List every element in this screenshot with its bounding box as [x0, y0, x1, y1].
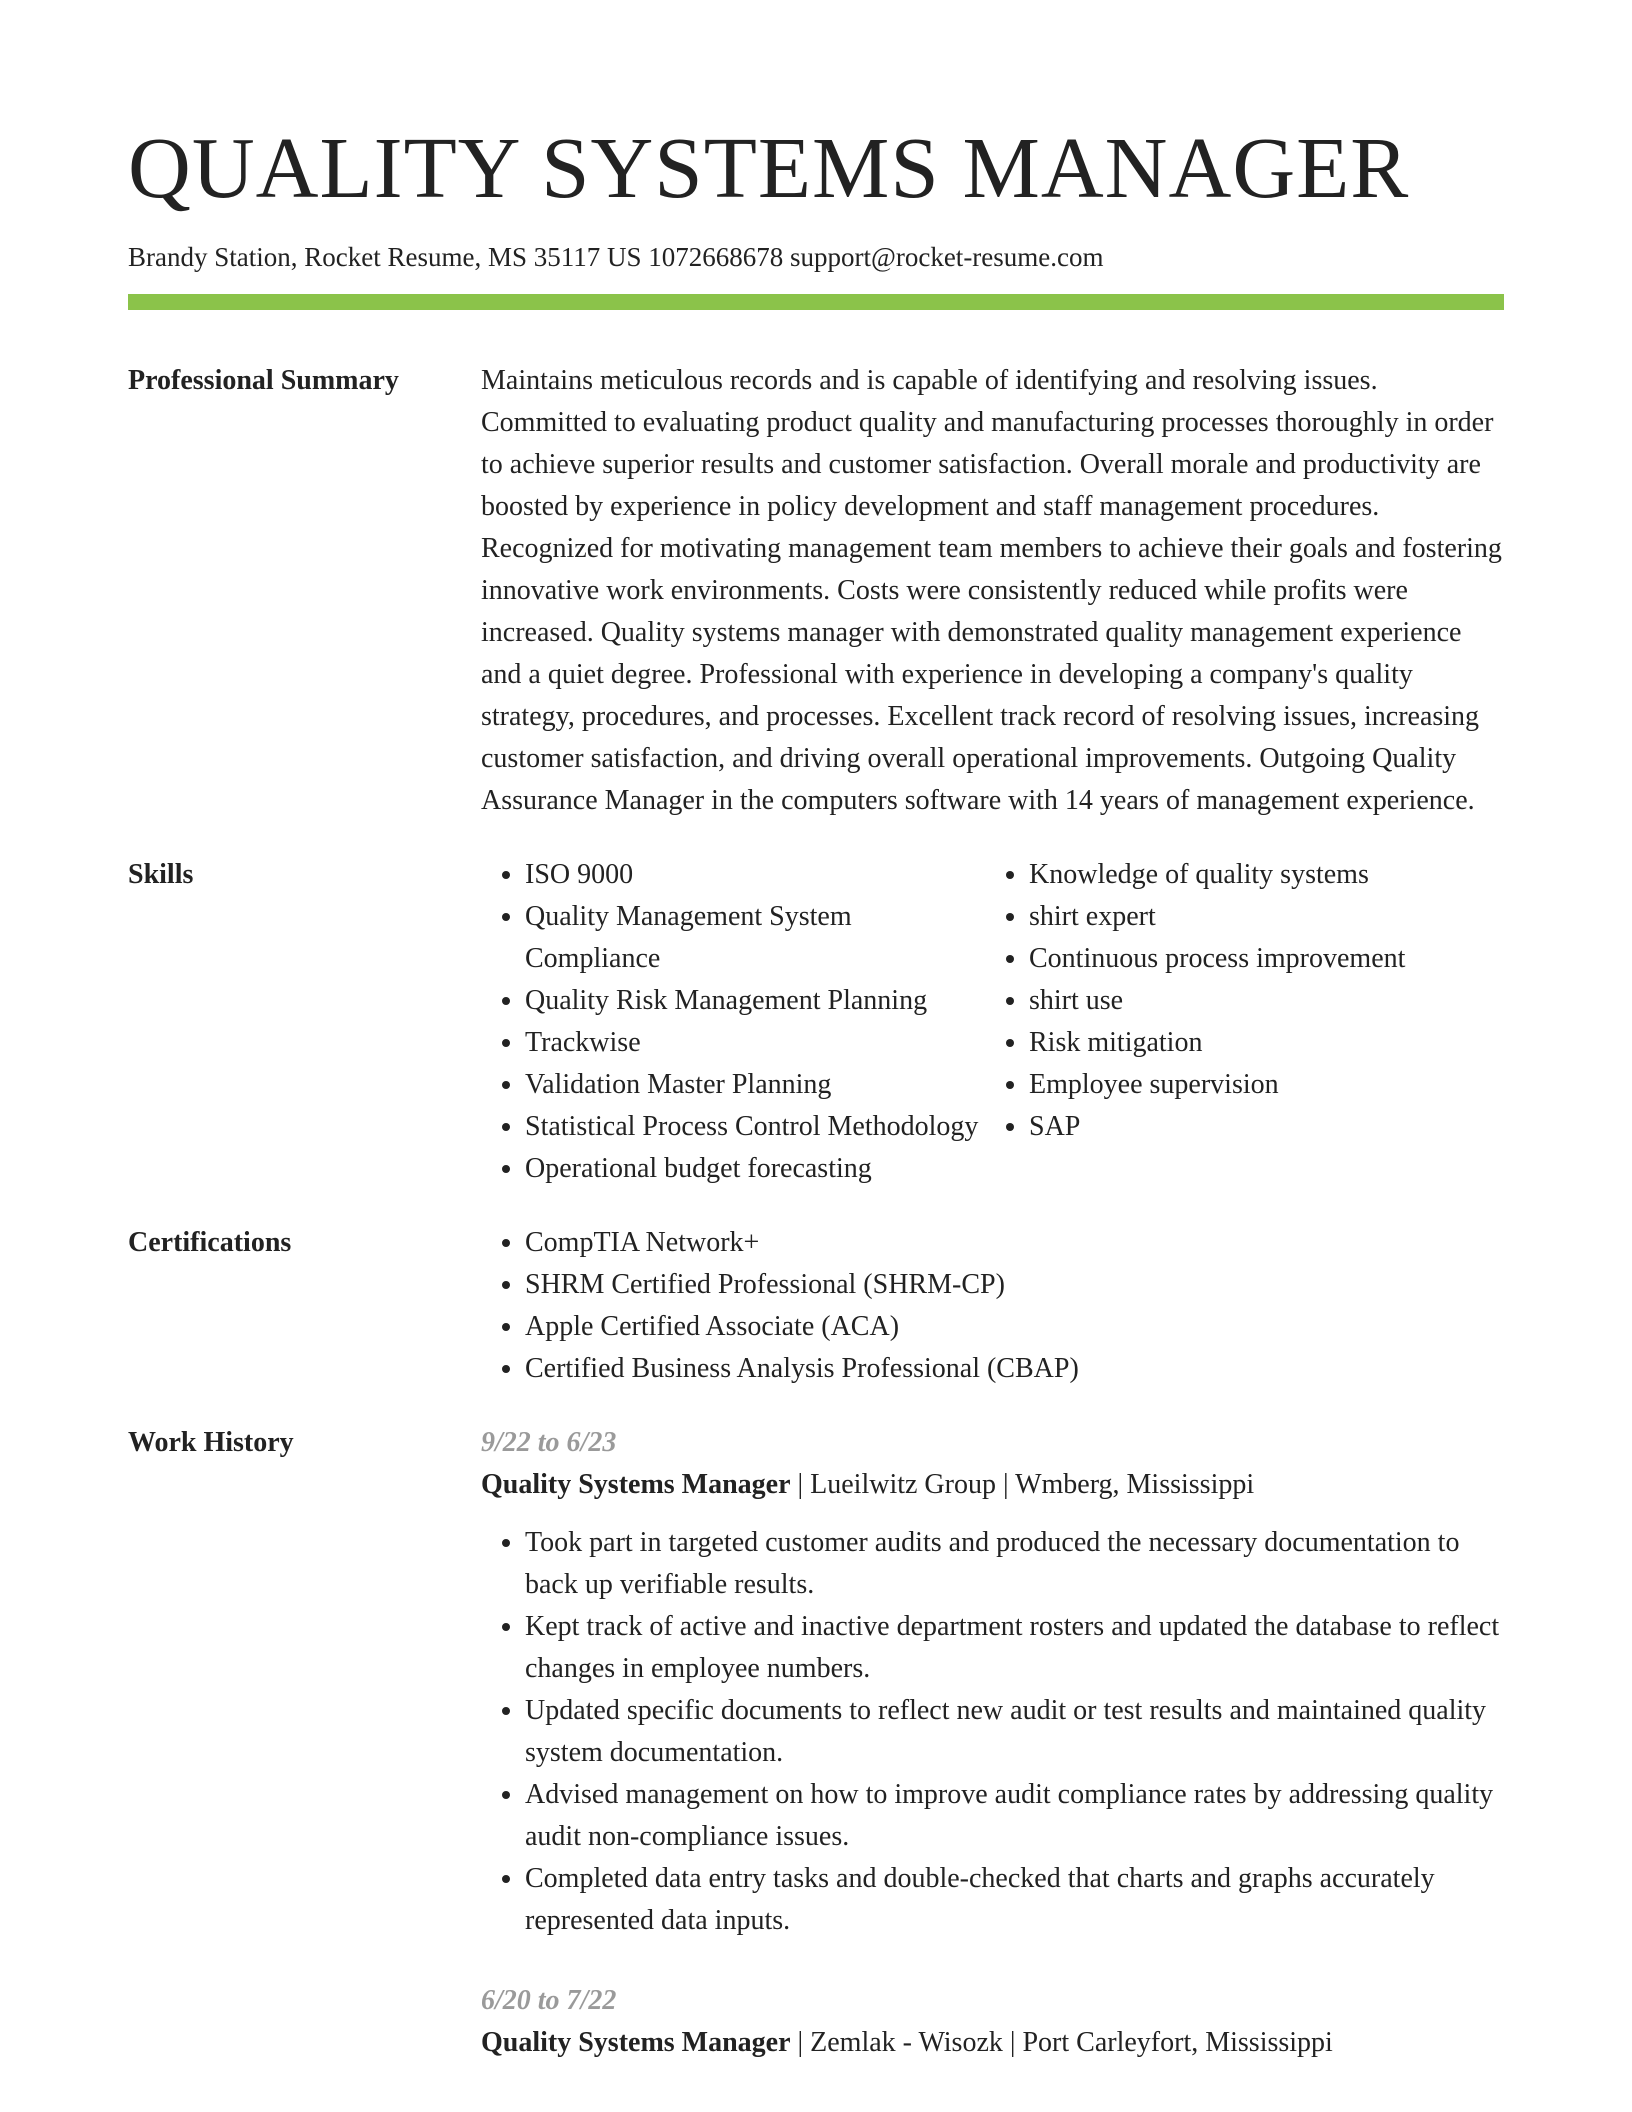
section-body — [481, 1422, 1504, 2064]
job-duty: • Completed data entry tasks and double-checked that charts and graphs accurately represented data inputs. — [525, 1858, 1504, 1942]
skill-item: • Risk mitigation — [1029, 1022, 1504, 1064]
job-dates: 6/20 to 7/22 — [481, 1985, 617, 2016]
section-label: Certifications — [128, 1227, 292, 1258]
section-skills — [128, 854, 1504, 1190]
section-label: Skills — [128, 859, 194, 890]
skill-item: • Quality Management System Compliance — [525, 896, 985, 980]
job-duty: • Advised management on how to improve audit compliance rates by addressing quality audit non-compliance issues. — [525, 1774, 1504, 1858]
skill-item: • Quality Risk Management Planning — [525, 980, 985, 1022]
certification-item: • CompTIA Network+ — [525, 1222, 1504, 1264]
job-heading — [481, 1464, 1504, 1506]
job-duty: • Took part in targeted customer audits and produced the necessary documentation to back up verifiable results. — [525, 1522, 1504, 1606]
section-professional-summary — [128, 360, 1504, 822]
skill-item: • Operational budget forecasting — [525, 1148, 985, 1190]
summary-text: Maintains meticulous records and is capable of identifying and resolving issues. Committed to evaluating product quality and manufacturing processes thoroughly in order to achieve superior results and customer satisfaction. Overall morale and productivity are boosted by experience in policy development and staff management procedures. Recognized for motivating management team members to achieve their goals and fostering innovative work environments. Costs were consistently reduced while profits were increased. Quality systems manager with demonstrated quality management experience and a quiet degree. Professional with experience in developing a company's quality strategy, procedures, and processes. Excellent track record of resolving issues, increasing customer satisfaction, and driving overall operational improvements. Outgoing Quality Assurance Manager in the computers software with 14 years of management experience. — [481, 365, 1502, 816]
skill-item: • ISO 9000 — [525, 854, 985, 896]
skills-columns — [481, 854, 1504, 1190]
job-entry — [481, 1422, 1504, 1942]
skill-item: • Employee supervision — [1029, 1064, 1504, 1106]
job-duties-list — [481, 1522, 1504, 1942]
certification-item: • Apple Certified Associate (ACA) — [525, 1306, 1504, 1348]
skills-list-left — [481, 854, 985, 1190]
section-label: Professional Summary — [128, 365, 399, 396]
job-entry — [481, 1980, 1504, 2064]
section-body — [481, 360, 1504, 822]
page-title: QUALITY SYSTEMS MANAGER — [128, 119, 1410, 216]
contact-info: Brandy Station, Rocket Resume, MS 35117 US 1072668678 support@rocket-resume.com — [128, 242, 1104, 272]
skill-item: • Trackwise — [525, 1022, 985, 1064]
job-heading — [481, 2022, 1504, 2064]
skill-item: • Knowledge of quality systems — [1029, 854, 1504, 896]
skill-item: • Validation Master Planning — [525, 1064, 985, 1106]
skills-list-right — [985, 854, 1504, 1190]
skill-item: • Continuous process improvement — [1029, 938, 1504, 980]
section-body — [481, 1222, 1504, 1390]
certification-item: • SHRM Certified Professional (SHRM-CP) — [525, 1264, 1504, 1306]
job-title: Quality Systems Manager — [481, 1469, 791, 1500]
job-duty: • Updated specific documents to reflect new audit or test results and maintained quality system documentation. — [525, 1690, 1504, 1774]
skill-item: • SAP — [1029, 1106, 1504, 1148]
job-title: Quality Systems Manager — [481, 2027, 791, 2058]
certifications-list — [481, 1222, 1504, 1390]
skill-item: • Statistical Process Control Methodology — [525, 1106, 985, 1148]
job-duty: • Kept track of active and inactive department rosters and updated the database to reflect changes in employee numbers. — [525, 1606, 1504, 1690]
section-certifications — [128, 1222, 1504, 1390]
skill-item: • shirt use — [1029, 980, 1504, 1022]
section-work-history — [128, 1422, 1504, 2064]
section-label: Work History — [128, 1427, 294, 1458]
job-employer-location: | Zemlak - Wisozk | Port Carleyfort, Mississippi — [790, 2027, 1333, 2058]
skill-item: • shirt expert — [1029, 896, 1504, 938]
job-employer-location: | Lueilwitz Group | Wmberg, Mississippi — [790, 1469, 1255, 1500]
accent-divider — [128, 294, 1504, 310]
certification-item: • Certified Business Analysis Professional (CBAP) — [525, 1348, 1504, 1390]
job-dates: 9/22 to 6/23 — [481, 1427, 617, 1458]
